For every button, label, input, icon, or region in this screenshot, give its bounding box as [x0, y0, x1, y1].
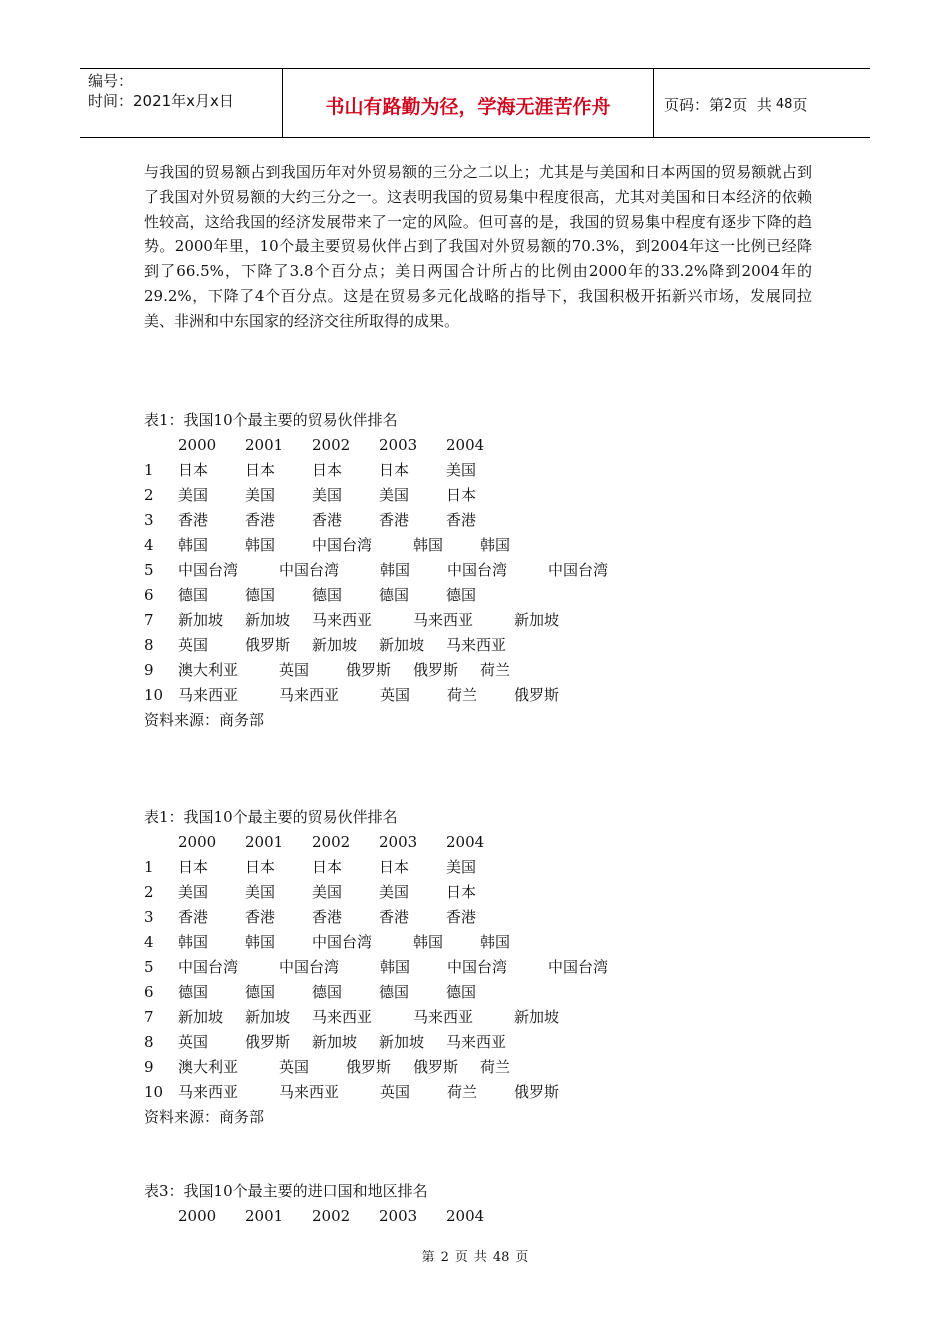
year-header-row	[144, 1204, 844, 1229]
footer-mid2: 共	[473, 1250, 487, 1265]
country-cell: 香港	[379, 511, 410, 529]
year-header: 2004	[446, 833, 485, 851]
year-header: 2001	[245, 1207, 284, 1225]
table-row	[144, 658, 844, 683]
country-cell: 德国	[178, 586, 209, 604]
header-page-total: 48	[775, 96, 793, 112]
country-cell: 中国台湾	[447, 958, 508, 976]
year-header: 2000	[178, 436, 217, 454]
country-cell: 美国	[312, 883, 343, 901]
table-row	[144, 1055, 844, 1080]
country-cell: 新加坡	[178, 611, 224, 629]
country-cell: 英国	[178, 636, 209, 654]
country-cell: 韩国	[245, 933, 276, 951]
table-row	[144, 533, 844, 558]
country-cell: 德国	[178, 983, 209, 1001]
country-cell: 韩国	[380, 561, 411, 579]
country-cell: 德国	[379, 586, 410, 604]
table-row	[144, 583, 844, 608]
table-row	[144, 1080, 844, 1105]
country-cell: 英国	[380, 1083, 411, 1101]
table-row	[144, 930, 844, 955]
country-cell: 新加坡	[178, 1008, 224, 1026]
country-cell: 德国	[446, 983, 477, 1001]
country-cell: 英国	[279, 661, 310, 679]
country-cell: 日本	[312, 461, 343, 479]
country-cell: 日本	[446, 883, 477, 901]
year-header: 2002	[312, 436, 351, 454]
country-cell: 马来西亚	[446, 1033, 507, 1051]
country-cell: 新加坡	[514, 611, 560, 629]
table-row	[144, 905, 844, 930]
year-header: 2002	[312, 833, 351, 851]
country-cell: 新加坡	[245, 1008, 291, 1026]
country-cell: 香港	[446, 908, 477, 926]
table-row	[144, 683, 844, 708]
footer-total: 48	[492, 1250, 510, 1265]
header-page-mid: 页 共	[732, 95, 772, 114]
rank-cell: 8	[144, 636, 154, 654]
rank-cell: 7	[144, 611, 154, 629]
country-cell: 德国	[312, 983, 343, 1001]
country-cell: 香港	[245, 511, 276, 529]
country-cell: 中国台湾	[312, 536, 373, 554]
footer-prefix: 第	[421, 1250, 435, 1265]
country-cell: 韩国	[480, 536, 511, 554]
header-time-label: 时间：2021年x月x日	[88, 92, 234, 110]
table-row	[144, 1005, 844, 1030]
country-cell: 德国	[379, 983, 410, 1001]
rank-cell: 3	[144, 908, 154, 926]
country-cell: 俄罗斯	[346, 1058, 392, 1076]
page-footer	[0, 1246, 950, 1265]
table-row	[144, 880, 844, 905]
country-cell: 中国台湾	[548, 958, 609, 976]
table-row	[144, 855, 844, 880]
country-cell: 日本	[379, 461, 410, 479]
body-paragraph: 与我国的贸易额占到我国历年对外贸易额的三分之二以上；尤其是与美国和日本两国的贸易额就占到了我国对外贸易额的大约三分之一。这表明我国的贸易集中程度很高，尤其对美国和日本经济的依赖性较高，这给我国的经济发展带来了一定的风险。但可喜的是，我国的贸易集中程度有逐步下降的趋势。2000年里，10个最主要贸易伙伴占到了我国对外贸易额的70.3%，到2004年这一比例已经降到了66.5%，下降了3.8个百分点；美日两国合计所占的比例由2000年的33.2%降到2004年的29.2%，下降了4个百分点。这是在贸易多元化战略的指导下，我国积极开拓新兴市场，发展同拉美、非洲和中东国家的经济交往所取得的成果。	[144, 163, 812, 330]
country-cell: 德国	[245, 983, 276, 1001]
country-cell: 马来西亚	[446, 636, 507, 654]
header-info-cell	[80, 69, 282, 137]
ranking-table-2	[144, 805, 844, 1130]
country-cell: 香港	[178, 511, 209, 529]
country-cell: 日本	[245, 858, 276, 876]
year-header: 2001	[245, 833, 284, 851]
country-cell: 韩国	[380, 958, 411, 976]
year-header: 2001	[245, 436, 284, 454]
country-cell: 美国	[446, 858, 477, 876]
country-cell: 韩国	[178, 536, 209, 554]
country-cell: 中国台湾	[178, 958, 239, 976]
rank-cell: 6	[144, 586, 154, 604]
country-cell: 马来西亚	[279, 686, 340, 704]
country-cell: 中国台湾	[548, 561, 609, 579]
country-cell: 香港	[379, 908, 410, 926]
country-cell: 马来西亚	[413, 1008, 474, 1026]
rank-cell: 6	[144, 983, 154, 1001]
table-row	[144, 1030, 844, 1055]
table-source: 资料来源：商务部	[144, 711, 265, 729]
year-header: 2000	[178, 833, 217, 851]
table-title: 表1：我国10个最主要的贸易伙伴排名	[144, 808, 398, 826]
rank-cell: 4	[144, 536, 154, 554]
country-cell: 美国	[379, 486, 410, 504]
country-cell: 俄罗斯	[514, 1083, 560, 1101]
year-header: 2002	[312, 1207, 351, 1225]
table-row	[144, 558, 844, 583]
country-cell: 荷兰	[480, 1058, 511, 1076]
table-source: 资料来源：商务部	[144, 1108, 265, 1126]
country-cell: 美国	[178, 883, 209, 901]
rank-cell: 9	[144, 661, 154, 679]
country-cell: 香港	[178, 908, 209, 926]
country-cell: 美国	[379, 883, 410, 901]
country-cell: 新加坡	[379, 636, 425, 654]
year-header: 2000	[178, 1207, 217, 1225]
country-cell: 日本	[178, 858, 209, 876]
footer-suffix: 页	[515, 1250, 529, 1265]
country-cell: 马来西亚	[312, 1008, 373, 1026]
country-cell: 马来西亚	[178, 1083, 239, 1101]
table-row	[144, 955, 844, 980]
country-cell: 香港	[312, 511, 343, 529]
country-cell: 美国	[245, 486, 276, 504]
country-cell: 韩国	[413, 933, 444, 951]
year-header: 2003	[379, 1207, 418, 1225]
table-row	[144, 633, 844, 658]
rank-cell: 2	[144, 486, 154, 504]
rank-cell: 5	[144, 561, 154, 579]
rank-cell: 1	[144, 858, 154, 876]
table-row	[144, 483, 844, 508]
country-cell: 荷兰	[447, 686, 478, 704]
country-cell: 美国	[178, 486, 209, 504]
country-cell: 新加坡	[312, 636, 358, 654]
country-cell: 日本	[446, 486, 477, 504]
table-row	[144, 458, 844, 483]
country-cell: 日本	[178, 461, 209, 479]
year-header: 2004	[446, 1207, 485, 1225]
country-cell: 马来西亚	[279, 1083, 340, 1101]
country-cell: 荷兰	[480, 661, 511, 679]
table-title: 表1：我国10个最主要的贸易伙伴排名	[144, 411, 398, 429]
country-cell: 日本	[312, 858, 343, 876]
country-cell: 美国	[312, 486, 343, 504]
country-cell: 新加坡	[514, 1008, 560, 1026]
year-header: 2003	[379, 436, 418, 454]
year-header-row	[144, 830, 844, 855]
rank-cell: 8	[144, 1033, 154, 1051]
country-cell: 日本	[379, 858, 410, 876]
country-cell: 美国	[446, 461, 477, 479]
rank-cell: 3	[144, 511, 154, 529]
header-page-cell	[654, 69, 870, 137]
country-cell: 香港	[245, 908, 276, 926]
header-number-label: 编号：	[88, 72, 134, 90]
table-row	[144, 980, 844, 1005]
country-cell: 德国	[312, 586, 343, 604]
country-cell: 韩国	[413, 536, 444, 554]
page-header	[80, 68, 870, 138]
country-cell: 俄罗斯	[514, 686, 560, 704]
country-cell: 英国	[178, 1033, 209, 1051]
rank-cell: 9	[144, 1058, 154, 1076]
country-cell: 中国台湾	[279, 958, 340, 976]
header-motto-cell	[282, 69, 654, 137]
country-cell: 德国	[245, 586, 276, 604]
country-cell: 新加坡	[245, 611, 291, 629]
header-page-num: 2	[724, 96, 733, 112]
rank-cell: 2	[144, 883, 154, 901]
country-cell: 中国台湾	[312, 933, 373, 951]
rank-cell: 10	[144, 1083, 164, 1101]
country-cell: 德国	[446, 586, 477, 604]
country-cell: 英国	[380, 686, 411, 704]
country-cell: 马来西亚	[178, 686, 239, 704]
country-cell: 新加坡	[379, 1033, 425, 1051]
rank-cell: 4	[144, 933, 154, 951]
country-cell: 中国台湾	[279, 561, 340, 579]
ranking-table-3	[144, 1179, 844, 1229]
header-motto: 书山有路勤为径，学海无涯苦作舟	[325, 95, 611, 118]
country-cell: 韩国	[178, 933, 209, 951]
country-cell: 澳大利亚	[178, 1058, 239, 1076]
ranking-table-1	[144, 408, 844, 733]
country-cell: 日本	[245, 461, 276, 479]
table-title: 表3：我国10个最主要的进口国和地区排名	[144, 1182, 428, 1200]
country-cell: 美国	[245, 883, 276, 901]
country-cell: 俄罗斯	[346, 661, 392, 679]
rank-cell: 7	[144, 1008, 154, 1026]
country-cell: 香港	[446, 511, 477, 529]
country-cell: 澳大利亚	[178, 661, 239, 679]
year-header: 2004	[446, 436, 485, 454]
country-cell: 荷兰	[447, 1083, 478, 1101]
country-cell: 俄罗斯	[413, 661, 459, 679]
country-cell: 俄罗斯	[413, 1058, 459, 1076]
rank-cell: 1	[144, 461, 154, 479]
country-cell: 中国台湾	[447, 561, 508, 579]
country-cell: 英国	[279, 1058, 310, 1076]
footer-page: 2	[440, 1250, 449, 1265]
header-page-suffix: 页	[792, 95, 808, 114]
country-cell: 马来西亚	[312, 611, 373, 629]
year-header-row	[144, 433, 844, 458]
rank-cell: 5	[144, 958, 154, 976]
rank-cell: 10	[144, 686, 164, 704]
year-header: 2003	[379, 833, 418, 851]
footer-mid1: 页	[454, 1250, 468, 1265]
country-cell: 俄罗斯	[245, 636, 291, 654]
country-cell: 新加坡	[312, 1033, 358, 1051]
country-cell: 马来西亚	[413, 611, 474, 629]
country-cell: 韩国	[245, 536, 276, 554]
table-row	[144, 608, 844, 633]
country-cell: 韩国	[480, 933, 511, 951]
header-page-prefix: 页码：第	[664, 95, 725, 114]
country-cell: 俄罗斯	[245, 1033, 291, 1051]
country-cell: 中国台湾	[178, 561, 239, 579]
country-cell: 香港	[312, 908, 343, 926]
table-row	[144, 508, 844, 533]
